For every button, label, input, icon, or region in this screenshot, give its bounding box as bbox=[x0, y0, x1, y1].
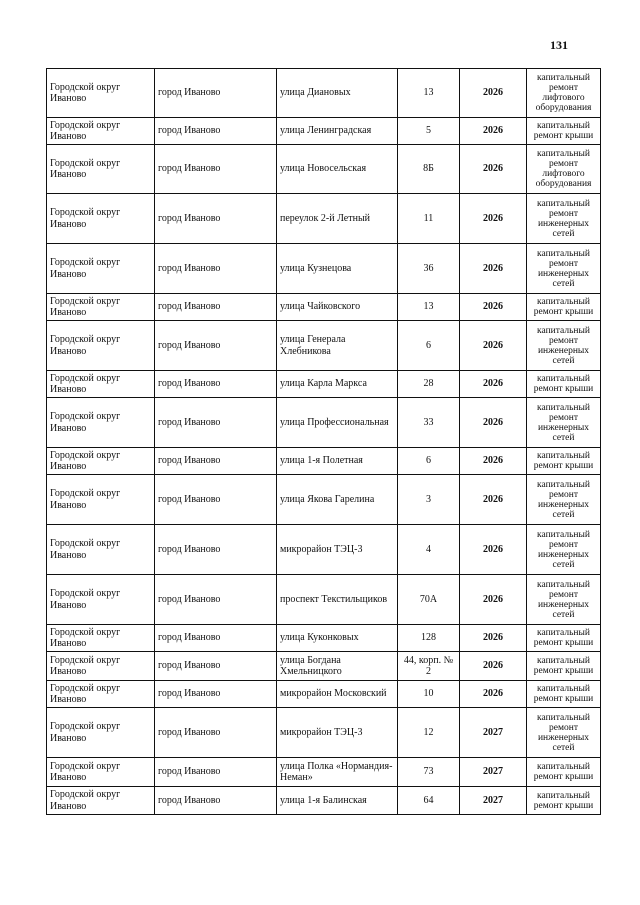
year-cell: 2026 bbox=[460, 652, 527, 681]
street-cell: улица Полка «Нормандия-Неман» bbox=[277, 758, 398, 787]
work-type-cell: капитальный ремонт инженерных сетей bbox=[527, 475, 601, 525]
street-cell: переулок 2-й Летный bbox=[277, 194, 398, 244]
house-number-cell: 128 bbox=[398, 625, 460, 652]
table-row bbox=[47, 787, 601, 815]
street-cell: улица Чайковского bbox=[277, 294, 398, 321]
street-cell: микрорайон Московский bbox=[277, 681, 398, 708]
table-row bbox=[47, 145, 601, 194]
district-cell: Городской округ Иваново bbox=[47, 575, 155, 625]
district-cell: Городской округ Иваново bbox=[47, 118, 155, 145]
street-cell: улица 1-я Балинская bbox=[277, 787, 398, 815]
year-cell: 2026 bbox=[460, 475, 527, 525]
year-cell: 2027 bbox=[460, 708, 527, 758]
year-cell: 2026 bbox=[460, 294, 527, 321]
district-cell: Городской округ Иваново bbox=[47, 475, 155, 525]
year-cell: 2026 bbox=[460, 194, 527, 244]
table-row bbox=[47, 194, 601, 244]
district-cell: Городской округ Иваново bbox=[47, 525, 155, 575]
city-cell: город Иваново bbox=[155, 118, 277, 145]
work-type-cell: капитальный ремонт крыши bbox=[527, 681, 601, 708]
table-row bbox=[47, 475, 601, 525]
house-number-cell: 12 bbox=[398, 708, 460, 758]
house-number-cell: 73 bbox=[398, 758, 460, 787]
district-cell: Городской округ Иваново bbox=[47, 652, 155, 681]
city-cell: город Иваново bbox=[155, 758, 277, 787]
year-cell: 2026 bbox=[460, 398, 527, 448]
year-cell: 2026 bbox=[460, 69, 527, 118]
city-cell: город Иваново bbox=[155, 398, 277, 448]
street-cell: улица Карла Маркса bbox=[277, 371, 398, 398]
work-type-cell: капитальный ремонт инженерных сетей bbox=[527, 244, 601, 294]
year-cell: 2026 bbox=[460, 371, 527, 398]
house-number-cell: 70А bbox=[398, 575, 460, 625]
work-type-cell: капитальный ремонт крыши bbox=[527, 625, 601, 652]
work-type-cell: капитальный ремонт инженерных сетей bbox=[527, 708, 601, 758]
table-row bbox=[47, 244, 601, 294]
street-cell: микрорайон ТЭЦ-3 bbox=[277, 525, 398, 575]
city-cell: город Иваново bbox=[155, 448, 277, 475]
street-cell: улица Ленинградская bbox=[277, 118, 398, 145]
table-row bbox=[47, 575, 601, 625]
work-type-cell: капитальный ремонт крыши bbox=[527, 787, 601, 815]
house-number-cell: 44, корп. № 2 bbox=[398, 652, 460, 681]
house-number-cell: 13 bbox=[398, 294, 460, 321]
work-type-cell: капитальный ремонт крыши bbox=[527, 652, 601, 681]
city-cell: город Иваново bbox=[155, 371, 277, 398]
city-cell: город Иваново bbox=[155, 708, 277, 758]
district-cell: Городской округ Иваново bbox=[47, 758, 155, 787]
city-cell: город Иваново bbox=[155, 194, 277, 244]
work-type-cell: капитальный ремонт лифтового оборудования bbox=[527, 145, 601, 194]
page-number: 131 bbox=[550, 38, 568, 52]
house-number-cell: 6 bbox=[398, 448, 460, 475]
work-type-cell: капитальный ремонт крыши bbox=[527, 371, 601, 398]
city-cell: город Иваново bbox=[155, 294, 277, 321]
table-row bbox=[47, 118, 601, 145]
street-cell: улица Кузнецова bbox=[277, 244, 398, 294]
house-number-cell: 4 bbox=[398, 525, 460, 575]
house-number-cell: 8Б bbox=[398, 145, 460, 194]
street-cell: улица Новосельская bbox=[277, 145, 398, 194]
district-cell: Городской округ Иваново bbox=[47, 448, 155, 475]
table-row bbox=[47, 708, 601, 758]
table-row bbox=[47, 681, 601, 708]
district-cell: Городской округ Иваново bbox=[47, 145, 155, 194]
house-number-cell: 33 bbox=[398, 398, 460, 448]
city-cell: город Иваново bbox=[155, 575, 277, 625]
table-row bbox=[47, 625, 601, 652]
district-cell: Городской округ Иваново bbox=[47, 708, 155, 758]
work-type-cell: капитальный ремонт крыши bbox=[527, 118, 601, 145]
year-cell: 2026 bbox=[460, 681, 527, 708]
house-number-cell: 3 bbox=[398, 475, 460, 525]
year-cell: 2026 bbox=[460, 448, 527, 475]
house-number-cell: 5 bbox=[398, 118, 460, 145]
street-cell: улица Богдана Хмельницкого bbox=[277, 652, 398, 681]
year-cell: 2027 bbox=[460, 787, 527, 815]
work-type-cell: капитальный ремонт инженерных сетей bbox=[527, 525, 601, 575]
year-cell: 2026 bbox=[460, 321, 527, 371]
city-cell: город Иваново bbox=[155, 244, 277, 294]
district-cell: Городской округ Иваново bbox=[47, 371, 155, 398]
city-cell: город Иваново bbox=[155, 145, 277, 194]
table-row bbox=[47, 758, 601, 787]
work-type-cell: капитальный ремонт инженерных сетей bbox=[527, 398, 601, 448]
district-cell: Городской округ Иваново bbox=[47, 294, 155, 321]
year-cell: 2026 bbox=[460, 145, 527, 194]
street-cell: улица Диановых bbox=[277, 69, 398, 118]
year-cell: 2026 bbox=[460, 118, 527, 145]
table-row bbox=[47, 525, 601, 575]
work-type-cell: капитальный ремонт крыши bbox=[527, 294, 601, 321]
work-type-cell: капитальный ремонт инженерных сетей bbox=[527, 321, 601, 371]
district-cell: Городской округ Иваново bbox=[47, 398, 155, 448]
district-cell: Городской округ Иваново bbox=[47, 194, 155, 244]
work-type-cell: капитальный ремонт инженерных сетей bbox=[527, 575, 601, 625]
district-cell: Городской округ Иваново bbox=[47, 69, 155, 118]
table-row bbox=[47, 371, 601, 398]
table-row bbox=[47, 448, 601, 475]
year-cell: 2026 bbox=[460, 525, 527, 575]
house-number-cell: 64 bbox=[398, 787, 460, 815]
city-cell: город Иваново bbox=[155, 69, 277, 118]
table-body bbox=[47, 69, 601, 815]
street-cell: улица Генерала Хлебникова bbox=[277, 321, 398, 371]
table-row bbox=[47, 69, 601, 118]
street-cell: улица 1-я Полетная bbox=[277, 448, 398, 475]
city-cell: город Иваново bbox=[155, 787, 277, 815]
work-type-cell: капитальный ремонт инженерных сетей bbox=[527, 194, 601, 244]
district-cell: Городской округ Иваново bbox=[47, 244, 155, 294]
house-number-cell: 10 bbox=[398, 681, 460, 708]
city-cell: город Иваново bbox=[155, 625, 277, 652]
table-row bbox=[47, 294, 601, 321]
table-row bbox=[47, 652, 601, 681]
district-cell: Городской округ Иваново bbox=[47, 321, 155, 371]
street-cell: улица Якова Гарелина bbox=[277, 475, 398, 525]
house-number-cell: 13 bbox=[398, 69, 460, 118]
house-number-cell: 28 bbox=[398, 371, 460, 398]
city-cell: город Иваново bbox=[155, 321, 277, 371]
table-row bbox=[47, 398, 601, 448]
city-cell: город Иваново bbox=[155, 475, 277, 525]
work-type-cell: капитальный ремонт крыши bbox=[527, 448, 601, 475]
house-number-cell: 36 bbox=[398, 244, 460, 294]
year-cell: 2026 bbox=[460, 625, 527, 652]
district-cell: Городской округ Иваново bbox=[47, 787, 155, 815]
city-cell: город Иваново bbox=[155, 652, 277, 681]
repair-schedule-table bbox=[46, 68, 601, 815]
year-cell: 2026 bbox=[460, 244, 527, 294]
street-cell: микрорайон ТЭЦ-3 bbox=[277, 708, 398, 758]
district-cell: Городской округ Иваново bbox=[47, 625, 155, 652]
city-cell: город Иваново bbox=[155, 681, 277, 708]
street-cell: улица Куконковых bbox=[277, 625, 398, 652]
district-cell: Городской округ Иваново bbox=[47, 681, 155, 708]
work-type-cell: капитальный ремонт лифтового оборудования bbox=[527, 69, 601, 118]
house-number-cell: 11 bbox=[398, 194, 460, 244]
house-number-cell: 6 bbox=[398, 321, 460, 371]
year-cell: 2026 bbox=[460, 575, 527, 625]
city-cell: город Иваново bbox=[155, 525, 277, 575]
street-cell: улица Профессиональная bbox=[277, 398, 398, 448]
work-type-cell: капитальный ремонт крыши bbox=[527, 758, 601, 787]
street-cell: проспект Текстильщиков bbox=[277, 575, 398, 625]
table-row bbox=[47, 321, 601, 371]
year-cell: 2027 bbox=[460, 758, 527, 787]
